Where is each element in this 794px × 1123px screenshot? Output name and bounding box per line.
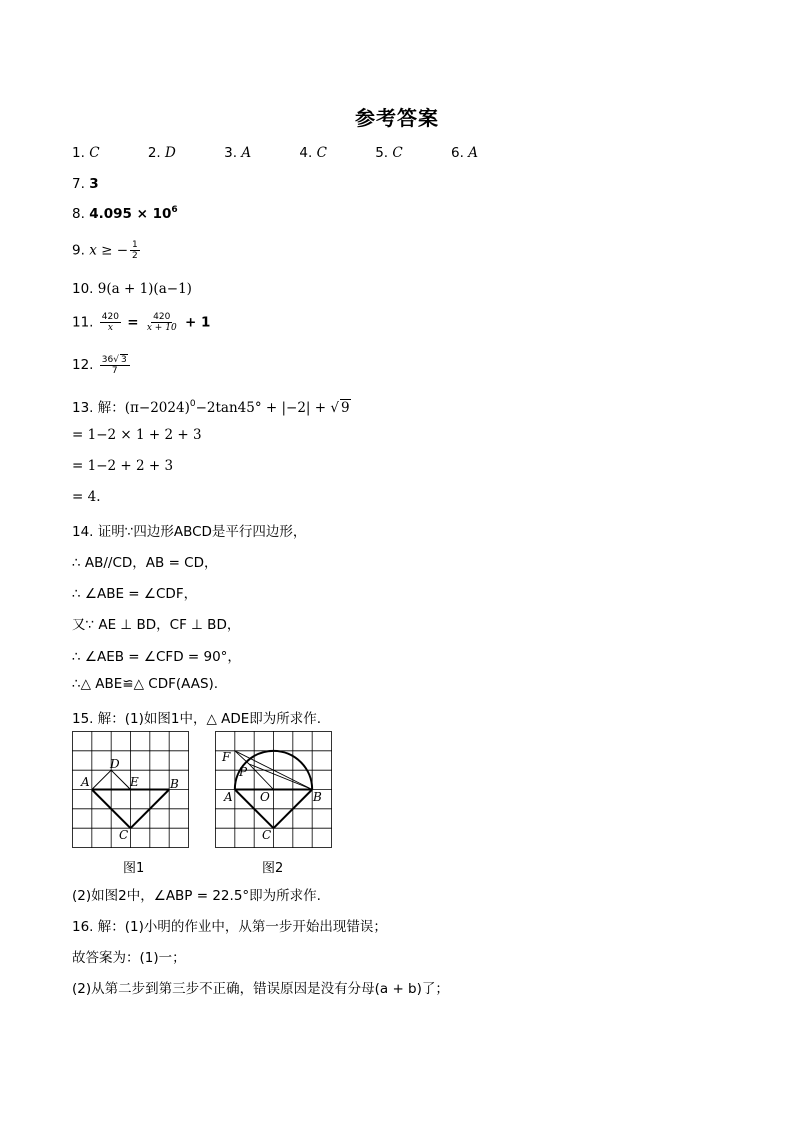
- mc-answers-row: [72, 145, 522, 161]
- answer-13-step-1: = 1−2 × 1 + 2 + 3: [72, 427, 202, 443]
- label-d: D: [110, 757, 120, 771]
- answer-15-part-2: (2)如图2中，∠ABP = 22.5°即为所求作.: [72, 888, 321, 904]
- answer-13-expression: 13. 解：$(\pi-2024)^0-2\tan 45^\circ + |-2|$ + √ 9: [72, 399, 350, 416]
- label-a: A: [81, 775, 90, 789]
- figure-2-grid: [215, 731, 333, 849]
- label-b: B: [313, 790, 322, 804]
- answer-13-step-2: = 1−2 + 2 + 3: [72, 458, 174, 474]
- answer-14-line-3: ∴ ∠ABE = ∠CDF，: [72, 586, 198, 602]
- answer-8: 8. $4.095 \times 10^6$: [72, 205, 178, 222]
- answer-14-line-2: ∴ AB//CD，AB = CD，: [72, 555, 218, 571]
- answer-9: 9. x ≥ − $\frac{1}{2}$: [72, 240, 138, 261]
- label-c: C: [119, 828, 129, 842]
- mc-answer-5: 5. C: [375, 145, 403, 161]
- mc-answer-3: 3. A: [224, 145, 252, 161]
- label-b: B: [170, 777, 179, 791]
- answer-14-line-5: ∴ ∠AEB = ∠CFD = 90°，: [72, 649, 241, 665]
- label-a: A: [224, 790, 233, 804]
- mc-answer-2: 2. D: [147, 145, 176, 161]
- answer-7: 7. 3: [72, 176, 99, 192]
- label-f: F: [222, 750, 231, 764]
- figure-1-caption: 图1: [123, 861, 145, 876]
- mc-answer-4: 4. C: [299, 145, 327, 161]
- answer-10: 10. 9(a + 1)(a−1): [72, 281, 192, 297]
- label-e: E: [130, 775, 139, 789]
- mc-answer-6: 6. A: [451, 145, 478, 161]
- label-p: P: [239, 765, 248, 779]
- figure-1-grid: [72, 731, 190, 849]
- answer-16-line-3: (2)从第二步到第三步不正确，错误原因是没有分母(a + b)了；: [72, 981, 449, 997]
- label-c: C: [262, 828, 272, 842]
- answer-13-step-3: = 4.: [72, 489, 101, 505]
- page-title: 参考答案: [355, 106, 439, 130]
- answer-14-line-1: 14. 证明∵四边形ABCD是平行四边形，: [72, 524, 307, 540]
- answer-16-line-1: 16. 解：(1)小明的作业中，从第一步开始出现错误；: [72, 919, 387, 935]
- answer-16-line-2: 故答案为：(1)一；: [72, 950, 186, 966]
- label-o: O: [260, 790, 270, 804]
- answer-11: 11. $\frac{420}{x}$ = $\frac{420}{x + 10}$ + 1: [72, 312, 211, 333]
- answer-15-intro: 15. 解：(1)如图1中，△ ADE即为所求作.: [72, 711, 322, 727]
- answer-14-line-4: 又∵ AE ⊥ BD，CF ⊥ BD，: [72, 617, 241, 633]
- answer-14-line-6: ∴△ ABE≌△ CDF(AAS).: [72, 676, 219, 692]
- answer-12: 12. $\frac{36√ 3}{7}$: [72, 354, 132, 376]
- figure-2-caption: 图2: [262, 861, 284, 876]
- mc-answer-1: 1. C: [72, 145, 100, 161]
